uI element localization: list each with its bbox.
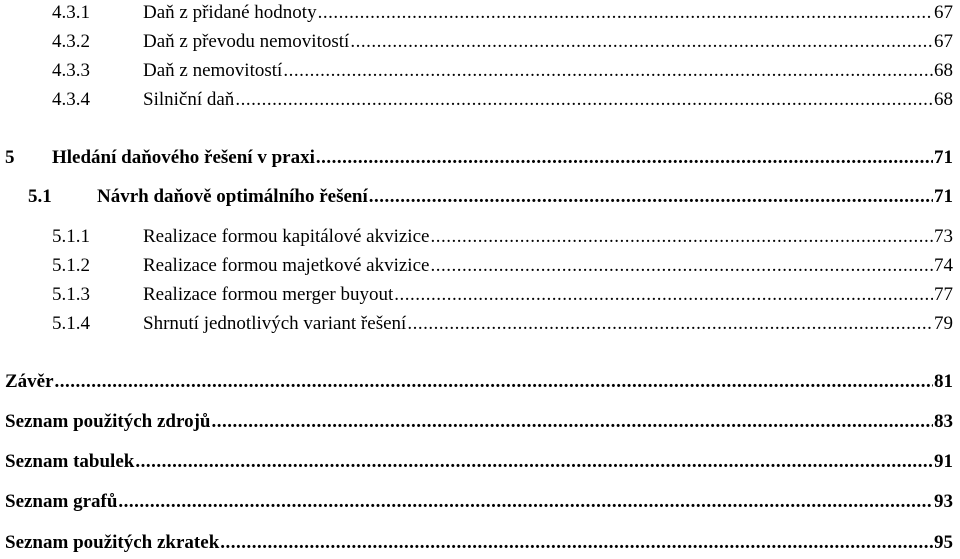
toc-entry-page: 93 [934, 491, 953, 512]
toc-entry-number: 4.3.1 [52, 2, 90, 23]
toc-entry-title: Daň z převodu nemovitostí [143, 31, 350, 52]
toc-entry-number: 5.1.1 [52, 226, 90, 247]
toc-entry-title: Realizace formou merger buyout [143, 284, 394, 305]
toc-backmatter-entry [0, 409, 960, 435]
dot-leader [394, 282, 933, 308]
dot-leader [135, 449, 933, 475]
toc-entry-number: 5 [5, 147, 15, 168]
toc-entry-title: Daň z nemovitostí [143, 60, 283, 81]
toc-entry-title: Seznam grafů [5, 491, 118, 512]
toc-entry-page: 83 [934, 411, 953, 432]
toc-entry-page: 68 [934, 89, 953, 110]
dot-leader [369, 184, 933, 210]
toc-entry [0, 253, 960, 279]
toc-entry-page: 79 [934, 313, 953, 334]
dot-leader [235, 87, 933, 113]
toc-chapter [0, 145, 960, 171]
toc-entry-page: 81 [934, 371, 953, 392]
toc-entry-page: 67 [934, 2, 953, 23]
toc-backmatter-entry [0, 369, 960, 395]
toc-entry [0, 87, 960, 113]
toc-entry-title: Seznam použitých zkratek [5, 532, 220, 553]
toc-entry-page: 73 [934, 226, 953, 247]
toc-entry-title: Závěr [5, 371, 54, 392]
toc-entry [0, 29, 960, 55]
dot-leader [283, 58, 933, 84]
toc-entry-number: 5.1.3 [52, 284, 90, 305]
toc-entry-page: 91 [934, 451, 953, 472]
toc-entry-number: 4.3.2 [52, 31, 90, 52]
dot-leader [430, 253, 933, 279]
dot-leader [220, 530, 933, 556]
toc-entry-title: Návrh daňově optimálního řešení [97, 186, 368, 207]
toc-entry-title: Realizace formou kapitálové akvizice [143, 226, 430, 247]
toc-entry-page: 77 [934, 284, 953, 305]
toc-entry-title: Seznam tabulek [5, 451, 135, 472]
dot-leader [118, 489, 933, 515]
toc-entry-number: 4.3.3 [52, 60, 90, 81]
toc-entry-page: 71 [934, 147, 953, 168]
toc-entry-number: 5.1 [28, 186, 52, 207]
toc-entry [0, 58, 960, 84]
toc-entry-page: 67 [934, 31, 953, 52]
toc-entry-title: Daň z přidané hodnoty [143, 2, 317, 23]
dot-leader [318, 0, 933, 26]
dot-leader [316, 145, 933, 171]
toc-entry-number: 5.1.4 [52, 313, 90, 334]
dot-leader [350, 29, 933, 55]
toc-backmatter-entry [0, 449, 960, 475]
toc-entry [0, 311, 960, 337]
dot-leader [430, 224, 933, 250]
dot-leader [55, 369, 933, 395]
toc-entry-number: 4.3.4 [52, 89, 90, 110]
toc-section [0, 184, 960, 210]
toc-entry-title: Silniční daň [143, 89, 235, 110]
toc-backmatter-entry [0, 489, 960, 515]
toc-entry [0, 0, 960, 26]
toc-entry-page: 71 [934, 186, 953, 207]
toc-entry-title: Realizace formou majetkové akvizice [143, 255, 430, 276]
toc-entry-page: 95 [934, 532, 953, 553]
toc-entry [0, 282, 960, 308]
toc-entry-page: 68 [934, 60, 953, 81]
toc-entry-number: 5.1.2 [52, 255, 90, 276]
toc-entry-title: Hledání daňového řešení v praxi [52, 147, 315, 168]
toc-entry-title: Shrnutí jednotlivých variant řešení [143, 313, 407, 334]
toc-backmatter-entry [0, 530, 960, 556]
dot-leader [407, 311, 933, 337]
dot-leader [211, 409, 933, 435]
toc-entry-title: Seznam použitých zdrojů [5, 411, 211, 432]
toc-entry-page: 74 [934, 255, 953, 276]
toc-entry [0, 224, 960, 250]
